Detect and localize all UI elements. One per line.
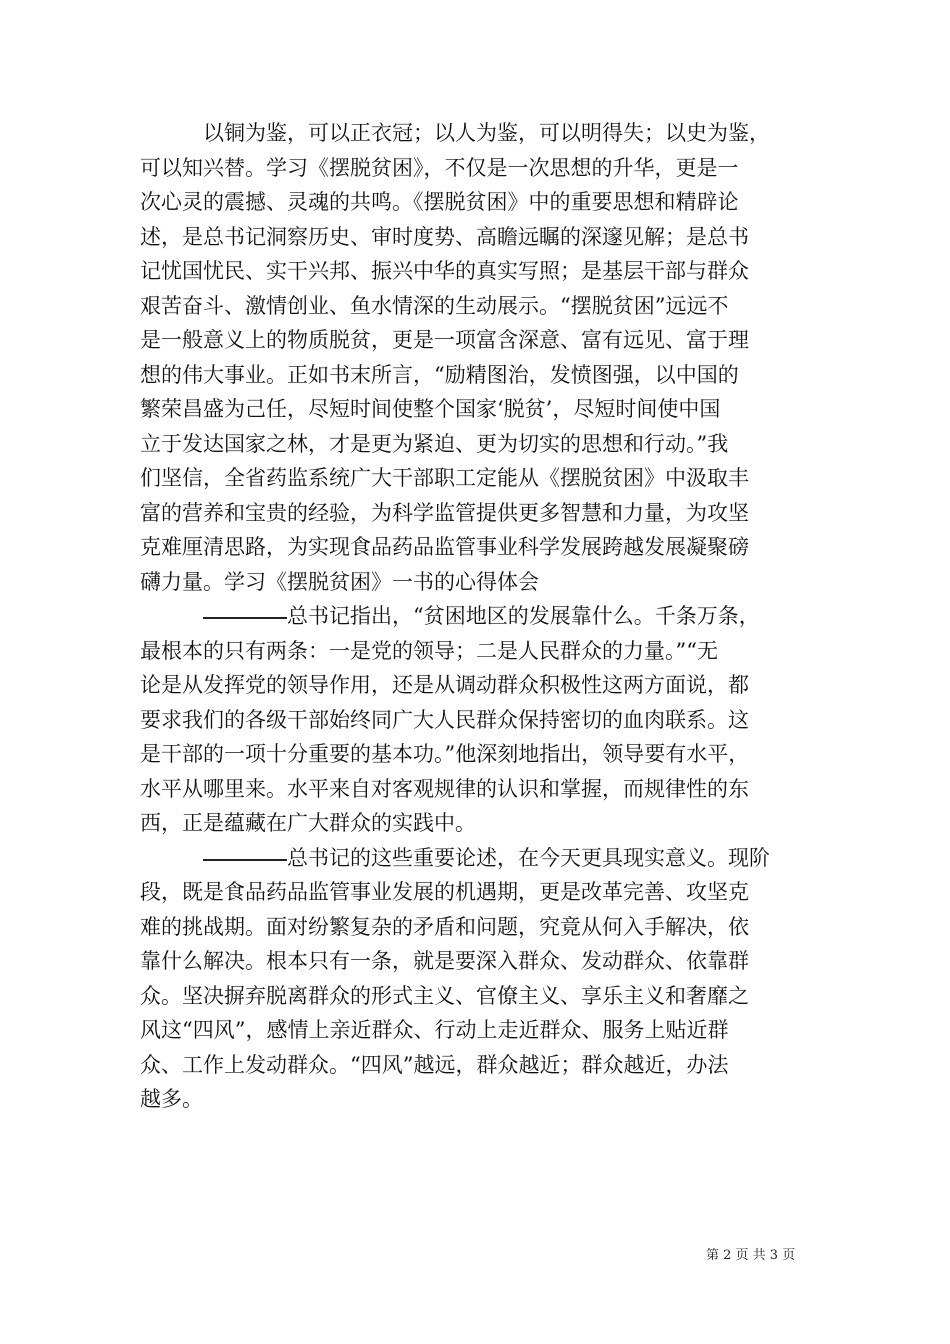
paragraph-3-line: 众。坚决摒弃脱离群众的形式主义、官僚主义、享乐主义和奢靡之 xyxy=(140,983,749,1008)
paragraph-2-line: 西，正是蕴藏在广大群众的实践中。 xyxy=(140,811,476,835)
paragraph-1-line: 们坚信，全省药监系统广大干部职工定能从《摆脱贫困》中汲取丰 xyxy=(140,466,749,490)
paragraph-2-line: 论是从发挥党的领导作用，还是从调动群众积极性这两方面说，都 xyxy=(140,673,749,697)
paragraph-3-line: 风这“四风”，感情上亲近群众、行动上走近群众、服务上贴近群 xyxy=(140,1018,729,1042)
paragraph-1-line: 克难厘清思路，为实现食品药品监管事业科学发展跨越发展凝聚磅 xyxy=(140,535,749,559)
paragraph-2-first-line-text: 总书记指出，“贫困地区的发展靠什么。千条万条， xyxy=(287,604,760,628)
paragraph-3-first-line-text: 总书记的这些重要论述，在今天更具现实意义。现阶 xyxy=(287,845,770,870)
paragraph-1-line: 立于发达国家之林，才是更为紧迫、更为切实的思想和行动。”我 xyxy=(140,431,729,456)
paragraph-1-line: 以铜为鉴，可以正衣冠；以人为鉴，可以明得失；以史为鉴， xyxy=(203,121,770,145)
paragraph-2-line: 水平从哪里来。水平来自对客观规律的认识和掌握，而规律性的东 xyxy=(140,776,749,801)
paragraph-3-line: 段，既是食品药品监管事业发展的机遇期，更是改革完善、攻坚克 xyxy=(140,880,749,904)
paragraph-1-line: 艰苦奋斗、激情创业、鱼水情深的生动展示。“摆脱贫困”远远不 xyxy=(140,293,729,318)
paragraph-2-line: 最根本的只有两条：一是党的领导；二是人民群众的力量。”“无 xyxy=(140,638,718,663)
paragraph-3-line: 靠什么解决。根本只有一条，就是要深入群众、发动群众、依靠群 xyxy=(140,949,749,973)
paragraph-3-line xyxy=(140,841,820,876)
paragraph-3-line: 众、工作上发动群众。“四风”越远，群众越近；群众越近，办法 xyxy=(140,1052,729,1077)
paragraph-2-line xyxy=(140,599,820,634)
paragraph-1-line: 想的伟大事业。正如书末所言，“励精图治，发愤图强，以中国的 xyxy=(140,362,739,387)
document-body xyxy=(140,116,820,1117)
paragraph-3-line: 难的挑战期。面对纷繁复杂的矛盾和问题，究竟从何入手解决，依 xyxy=(140,914,749,939)
paragraph-1-line: 记忧国忧民、实干兴邦、振兴中华的真实写照；是基层干部与群众 xyxy=(140,259,749,283)
paragraph-1-line: 可以知兴替。学习《摆脱贫困》，不仅是一次思想的升华，更是一 xyxy=(140,155,739,180)
paragraph-3-line: 越多。 xyxy=(140,1087,203,1111)
paragraph-1-line: 富的营养和宝贵的经验，为科学监管提供更多智慧和力量，为攻坚 xyxy=(140,500,749,525)
paragraph-1-line: 礴力量。学习《摆脱贫困》一书的心得体会 xyxy=(140,569,539,594)
paragraph-2-line: 要求我们的各级干部始终同广大人民群众保持密切的血肉联系。这 xyxy=(140,707,749,732)
paragraph-1-line: 是一般意义上的物质脱贫，更是一项富含深意、富有远见、富于理 xyxy=(140,328,749,352)
paragraph-2-line: 是干部的一项十分重要的基本功。”他深刻地指出，领导要有水平， xyxy=(140,742,750,766)
paragraph-1-line: 述，是总书记洞察历史、审时度势、高瞻远瞩的深邃见解；是总书 xyxy=(140,224,749,249)
paragraph-1-line: 次心灵的震撼、灵魂的共鸣。《摆脱贫困》中的重要思想和精辟论 xyxy=(140,190,739,214)
page-number: 第 2 页 共 3 页 xyxy=(706,1248,796,1263)
paragraph-1-line: 繁荣昌盛为己任，尽短时间使整个国家‘脱贫’，尽短时间使中国 xyxy=(140,397,721,421)
fill-in-blank xyxy=(203,617,287,619)
fill-in-blank xyxy=(203,859,287,861)
